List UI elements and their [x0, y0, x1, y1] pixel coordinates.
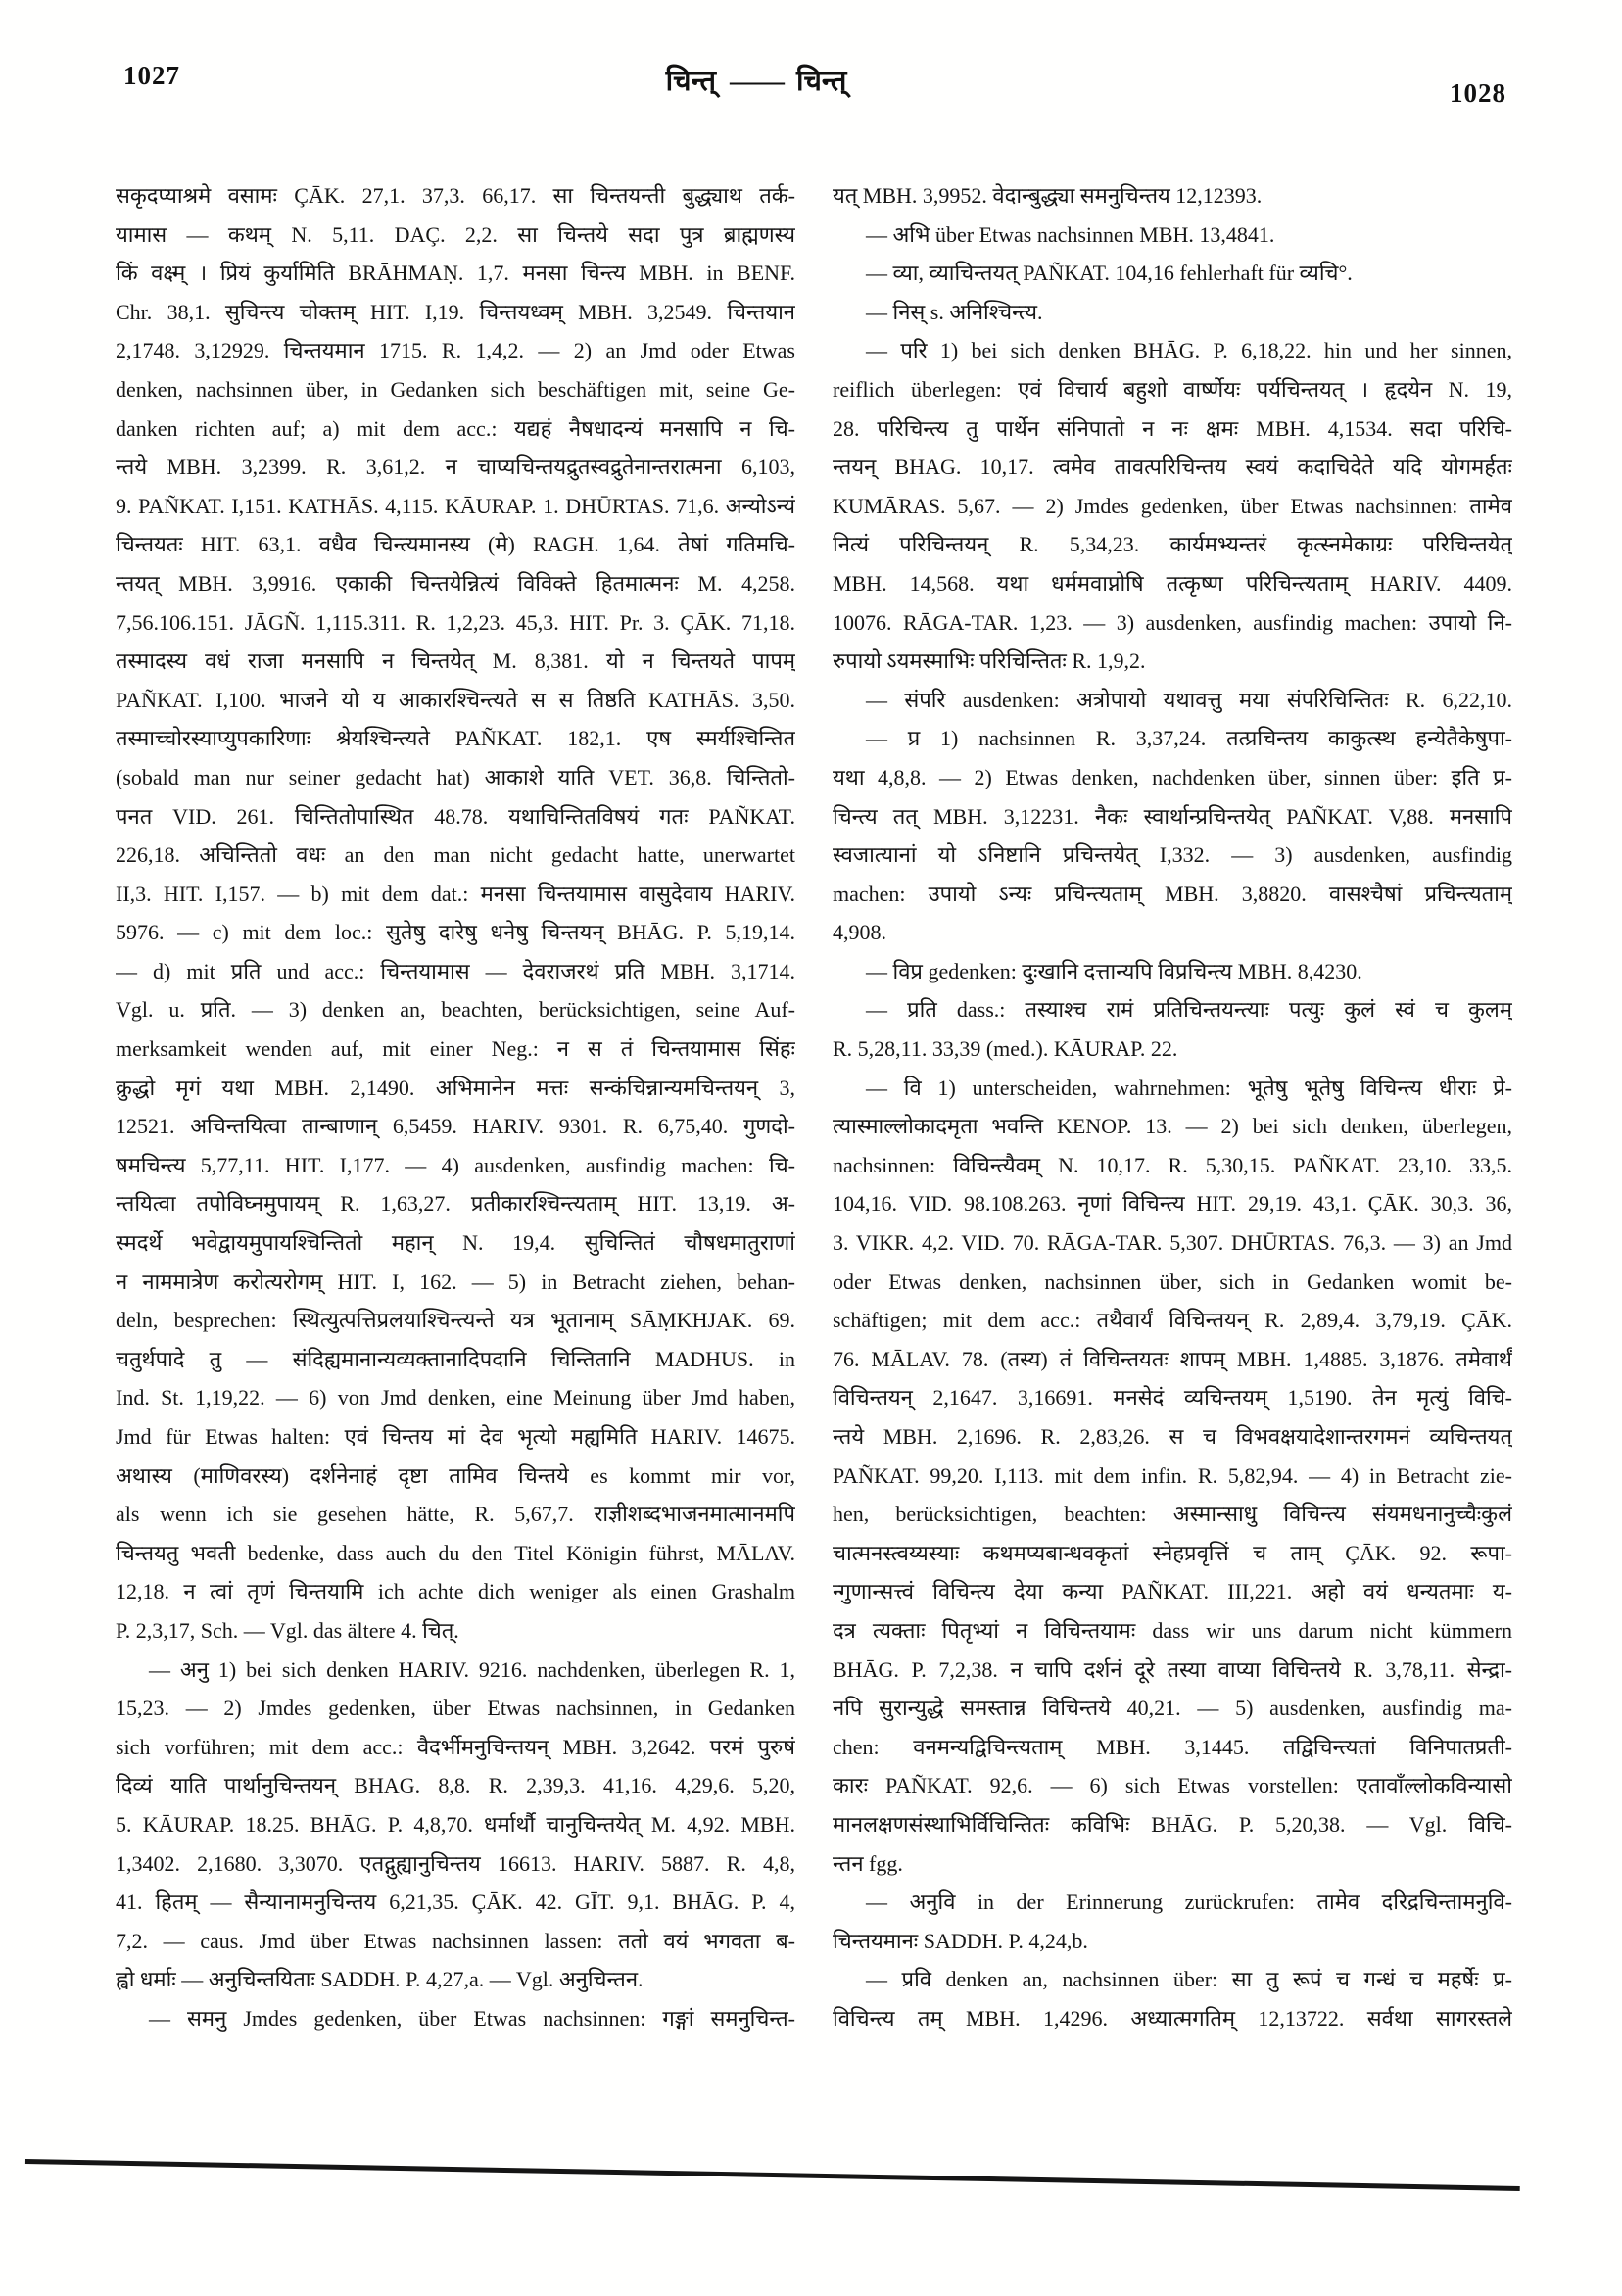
text-line: स्वजात्यानां यो ऽनिष्टानि प्रचिन्तयेत् I,332. — 3) ausdenken, ausfindig	[833, 842, 1512, 868]
text-line: दिव्यं याति पार्थानुचिन्तयन् BHAG. 8,8. R. 2,39,3. 41,16. 4,29,6. 5,20,	[116, 1773, 795, 1798]
text-line: — प्रवि denken an, nachsinnen über: सा तु रूपं च गन्धं च महर्षेः प्र-	[866, 1967, 1512, 1992]
text-line: — परि 1) bei sich denken BHĀG. P. 6,18,22. hin und her sinnen,	[866, 338, 1512, 363]
text-line: — d) mit प्रति und acc.: चिन्तयामास — देवराजरथं प्रति MBH. 3,1714.	[116, 958, 795, 983]
text-line: 104,16. VID. 98.108.263. नृणां विचिन्त्य HIT. 29,19. 43,1. ÇĀK. 30,3. 36,	[833, 1191, 1512, 1217]
text-line: न्तयत् MBH. 3,9916. एकाकी चिन्तयेन्नित्यं विविक्ते हितमात्मनः M. 4,258.	[116, 570, 795, 596]
text-line: चात्मनस्त्वय्यस्याः कथमप्यबान्धवकृतां स्नेहप्रवृत्तिं च ताम् ÇĀK. 92. रूपा-	[833, 1540, 1512, 1565]
text-line: — अनुवि in der Erinnerung zurückrufen: तामेव दरिद्रचिन्तामनुवि-	[866, 1889, 1512, 1915]
text-line: अथास्य (माणिवरस्य) दर्शनेनाहं दृष्टा तामिव चिन्तये es kommt mir vor,	[116, 1462, 795, 1488]
text-line: स्मदर्थे भवेद्वायमुपायश्चिन्तितो महान् N. 19,4. सुचिन्तितं चौषधमातुराणां	[116, 1230, 795, 1256]
text-line: als wenn ich sie gesehen hätte, R. 5,67,7. राज्ञीशब्दभाजनमात्मानमपि	[116, 1502, 795, 1527]
text-line: 226,18. अचिन्तितो वधः an den man nicht gedacht hatte, unerwartet	[116, 842, 795, 868]
text-line: KUMĀRAS. 5,67. — 2) Jmdes gedenken, über Etwas nachsinnen: तामेव	[833, 493, 1512, 518]
page-number-right: 1028	[1450, 78, 1506, 108]
text-line: न्तये MBH. 2,1696. R. 2,83,26. स च विभवक्षयादेशान्तरगमनं व्यचिन्तयत्	[833, 1424, 1512, 1449]
text-line: schäftigen; mit dem acc.: तथैवार्यं विचिन्तयन् R. 2,89,4. 3,79,19. ÇĀK.	[833, 1308, 1512, 1333]
text-line: — समनु Jmdes gedenken, über Etwas nachsinnen: गङ्गां समनुचिन्त-	[149, 2005, 795, 2031]
right-text-column	[833, 176, 1512, 2038]
text-line: 5976. — c) mit dem loc.: सुतेषु दारेषु धनेषु चिन्तयन् BHĀG. P. 5,19,14.	[116, 920, 795, 945]
text-line: यत् MBH. 3,9952. वेदान्बुद्ध्या समनुचिन्तय 12,12393.	[833, 183, 1263, 208]
text-line: machen: उपायो ऽन्यः प्रचिन्त्यताम् MBH. 3,8820. वासश्चैषां प्रचिन्त्यताम्	[833, 881, 1512, 906]
text-line: तस्मादस्य वधं राजा मनसापि न चिन्तयेत् M. 8,381. यो न चिन्तयते पापम्	[116, 648, 795, 674]
text-line: nachsinnen: विचिन्त्यैवम् N. 10,17. R. 5,30,15. PAÑKAT. 23,10. 33,5.	[833, 1152, 1512, 1177]
text-line: न्तये MBH. 3,2399. R. 3,61,2. न चाप्यचिन्तयद्रुतस्वद्रुतेनान्तरात्मना 6,103,	[116, 454, 795, 480]
text-line: MBH. 14,568. यथा धर्ममवाप्नोषि तत्कृष्ण परिचिन्त्यताम् HARIV. 4409.	[833, 570, 1512, 596]
text-line: दत्र त्यक्ताः पितृभ्यां न विचिन्तयामः dass wir uns darum nicht kümmern	[833, 1617, 1512, 1643]
text-line: PAÑKAT. 99,20. I,113. mit dem infin. R. 5,82,94. — 4) in Betracht zie-	[833, 1462, 1512, 1488]
text-line: यामास — कथम् N. 5,11. DAÇ. 2,2. सा चिन्तये सदा पुत्र ब्राह्मणस्य	[116, 221, 795, 247]
text-line: 2,1748. 3,12929. चिन्तयमान 1715. R. 1,4,2. — 2) an Jmd oder Etwas	[116, 338, 795, 363]
text-line: न्तयित्वा तपोविघ्नमुपायम् R. 1,63,27. प्रतीकारश्चिन्त्यताम् HIT. 13,19. अ-	[116, 1191, 795, 1217]
text-line: षमचिन्त्य 5,77,11. HIT. I,177. — 4) ausdenken, ausfindig machen: चि-	[116, 1152, 795, 1177]
text-line: यथा 4,8,8. — 2) Etwas denken, nachdenken über, sinnen über: इति प्र-	[833, 764, 1512, 789]
text-line: सकृदप्याश्रमे वसामः ÇĀK. 27,1. 37,3. 66,17. सा चिन्तयन्ती बुद्ध्याथ तर्क-	[116, 183, 795, 208]
text-line: — निस् s. अनिश्चिन्त्य.	[866, 299, 1043, 324]
text-line: 41. हितम् — सैन्यानामनुचिन्तय 6,21,35. ÇĀK. 42. GĪT. 9,1. BHĀG. P. 4,	[116, 1889, 795, 1915]
text-line: denken, nachsinnen über, in Gedanken sich beschäftigen mit, seine Ge-	[116, 376, 795, 402]
header-keyword-right: चिन्त्	[796, 66, 847, 97]
text-line: चिन्तयतः HIT. 63,1. वधैव चिन्त्यमानस्य (मे) RAGH. 1,64. तेषां गतिमचि-	[116, 532, 795, 557]
text-line: त्यास्माल्लोकादमृता भवन्ति KENOP. 13. — 2) bei sich denken, überlegen,	[833, 1114, 1512, 1139]
text-line: — वि 1) unterscheiden, wahrnehmen: भूतेषु भूतेषु विचिन्त्य धीराः प्रे-	[866, 1075, 1512, 1100]
text-line: चिन्तयतु भवती bedenke, dass auch du den Titel Königin führst, MĀLAV.	[116, 1540, 795, 1565]
text-line: कारः PAÑKAT. 92,6. — 6) sich Etwas vorstellen: एतावाँल्लोकविन्यासो	[833, 1773, 1512, 1798]
text-line: नित्यं परिचिन्तयन् R. 5,34,23. कार्यमभ्यन्तरं कृत्स्नमेकाग्रः परिचिन्तयेत्	[833, 532, 1512, 557]
text-line: 4,908.	[833, 920, 886, 945]
text-line: merksamkeit wenden auf, mit einer Neg.: न स तं चिन्तयामास सिंहः	[116, 1036, 795, 1062]
text-line: Vgl. u. प्रति. — 3) denken an, beachten, berücksichtigen, seine Auf-	[116, 997, 795, 1023]
text-line: — प्रति dass.: तस्याश्च रामं प्रतिचिन्तयन्त्याः पत्युः कुलं स्वं च कुलम्	[866, 997, 1512, 1023]
text-line: 12,18. न त्वां तृणं चिन्तयामि ich achte dich weniger als einen Grashalm	[116, 1579, 795, 1604]
text-line: पनत VID. 261. चिन्तितोपास्थित 48.78. यथाचिन्तितविषयं गतः PAÑKAT.	[116, 803, 795, 829]
text-line: Ind. St. 1,19,22. — 6) von Jmd denken, eine Meinung über Jmd haben,	[116, 1385, 795, 1411]
text-line: न नाममात्रेण करोत्यरोगम् HIT. I, 162. — 5) in Betracht ziehen, behan-	[116, 1268, 795, 1294]
text-line: (sobald man nur seiner gedacht hat) आकाशे याति VET. 36,8. चिन्तितो-	[116, 764, 795, 789]
text-line: Jmd für Etwas halten: एवं चिन्तय मां देव भृत्यो मह्यमिति HARIV. 14675.	[116, 1424, 795, 1449]
text-line: 28. परिचिन्त्य तु पार्थेन संनिपातो न नः क्षमः MBH. 4,1534. सदा परिचि-	[833, 415, 1512, 441]
text-line: — व्या, व्याचिन्तयत् PAÑKAT. 104,16 fehlerhaft für व्यचि°.	[866, 261, 1353, 286]
text-line: 10076. RĀGA-TAR. 1,23. — 3) ausdenken, ausfindig machen: उपायो नि-	[833, 609, 1512, 635]
text-line: hen, berücksichtigen, beachten: अस्मान्साधु विचिन्त्य संयमधनानुच्चैःकुलं	[833, 1502, 1512, 1527]
text-line: चिन्तयमानः SADDH. P. 4,24,b.	[833, 1928, 1088, 1953]
text-line: oder Etwas denken, nachsinnen über, sich in Gedanken womit be-	[833, 1268, 1512, 1294]
text-line: deln, besprechen: स्थित्युत्पत्तिप्रलयाश्चिन्त्यन्ते यत्र भूतानाम् SĀṂKHJAK. 69.	[116, 1308, 795, 1333]
text-line: P. 2,3,17, Sch. — Vgl. das ältere 4. चित्.	[116, 1617, 459, 1643]
text-line: sich vorführen; mit dem acc.: वैदर्भीमनुचिन्तयन् MBH. 3,2642. परमं पुरुषं	[116, 1734, 795, 1759]
text-line: danken richten auf; a) mit dem acc.: यद्यहं नैषधादन्यं मनसापि न चि-	[116, 415, 795, 441]
text-line: क्रुद्धो मृगं यथा MBH. 2,1490. अभिमानेन मत्तः सन्कंचिन्नान्यमचिन्तयन् 3,	[116, 1075, 795, 1100]
text-line: reiflich überlegen: एवं विचार्य बहुशो वार्ष्णेयः पर्यचिन्तयत् । हृदयेन N. 19,	[833, 376, 1512, 402]
text-line: 12521. अचिन्तयित्वा तान्बाणान् 6,5459. HARIV. 9301. R. 6,75,40. गुणदो-	[116, 1114, 795, 1139]
bottom-horizontal-rule	[25, 2159, 1520, 2191]
text-line: — विप्र gedenken: दुःखानि दत्तान्यपि विप्रचिन्त्य MBH. 8,4230.	[866, 958, 1362, 983]
text-line: विचिन्त्य तम् MBH. 1,4296. अध्यात्मगतिम् 12,13722. सर्वथा सागरस्तले	[833, 2005, 1512, 2031]
text-line: न्गुणान्सत्त्वं विचिन्त्य देया कन्या PAÑKAT. III,221. अहो वयं धन्यतमाः य-	[833, 1579, 1512, 1604]
text-line: 7,2. — caus. Jmd über Etwas nachsinnen lassen: ततो वयं भगवता ब-	[116, 1928, 795, 1953]
text-line: विचिन्तयन् 2,1647. 3,16691. मनसेदं व्यचिन्तयम् 1,5190. तेन मृत्युं विचि-	[833, 1385, 1512, 1411]
text-line: न्तन fgg.	[833, 1850, 903, 1876]
text-line: — अभि über Etwas nachsinnen MBH. 13,4841.	[866, 221, 1275, 247]
text-line: नपि सुरान्युद्धे समस्तान्न विचिन्तये 40,21. — 5) ausdenken, ausfindig ma-	[833, 1696, 1512, 1721]
text-line: किं वक्ष्म् । प्रियं कुर्यामिति BRĀHMAṆ. 1,7. मनसा चिन्त्य MBH. in BENF.	[116, 261, 795, 286]
text-line: — प्र 1) nachsinnen R. 3,37,24. तत्प्रचिन्तय काकुत्स्थ हन्येतैकेषुपा-	[866, 726, 1512, 751]
text-line: — संपरि ausdenken: अत्रोपायो यथावत्तु मया संपरिचिन्तितः R. 6,22,10.	[866, 687, 1512, 712]
text-line: 1,3402. 2,1680. 3,3070. एतद्गुह्यानुचिन्तय 16613. HARIV. 5887. R. 4,8,	[116, 1850, 795, 1876]
text-line: BHĀG. P. 7,2,38. न चापि दर्शनं दूरे तस्या वाप्या विचिन्तये R. 3,78,11. सेन्द्रा-	[833, 1656, 1512, 1682]
text-line: चिन्त्य तत् MBH. 3,12231. नैकः स्वार्थान्प्रचिन्तयेत् PAÑKAT. V,88. मनसापि	[833, 803, 1512, 829]
text-line: — अनु 1) bei sich denken HARIV. 9216. nachdenken, überlegen R. 1,	[149, 1656, 795, 1682]
running-header	[560, 61, 952, 99]
text-line: ह्वो धर्माः — अनुचिन्तयिताः SADDH. P. 4,27,a. — Vgl. अनुचिन्तन.	[116, 1967, 644, 1992]
text-line: न्तयन् BHAG. 10,17. त्वमेव तावत्परिचिन्तय स्वयं कदाचिदेते यदि योगमर्हतः	[833, 454, 1512, 480]
header-keyword-left: चिन्त्	[665, 66, 716, 97]
text-line: R. 5,28,11. 33,39 (med.). KĀURAP. 22.	[833, 1036, 1178, 1062]
text-line: 15,23. — 2) Jmdes gedenken, über Etwas nachsinnen, in Gedanken	[116, 1696, 795, 1721]
text-line: PAÑKAT. I,100. भाजने यो य आकारश्चिन्त्यते स स तिष्ठति KATHĀS. 3,50.	[116, 687, 795, 712]
text-line: मानलक्षणसंस्थाभिर्विचिन्तितः कविभिः BHĀG. P. 5,20,38. — Vgl. विचि-	[833, 1811, 1512, 1837]
text-line: रुपायो ऽयमस्माभिः परिचिन्तितः R. 1,9,2.	[833, 648, 1146, 674]
text-line: चतुर्थपादे तु — संदिह्यमानान्यव्यक्तानादिपदानि चिन्तितानि MADHUS. in	[116, 1346, 795, 1371]
header-separator-dash: ——	[730, 66, 783, 97]
text-line: Chr. 38,1. सुचिन्त्य चोक्तम् HIT. I,19. चिन्तयध्वम् MBH. 3,2549. चिन्तयान	[116, 299, 795, 324]
text-line: 76. MĀLAV. 78. (तस्य) तं विचिन्तयतः शापम् MBH. 1,4885. 3,1876. तमेवार्थं	[833, 1346, 1512, 1371]
page-number-left: 1027	[123, 61, 180, 90]
text-line: तस्माच्चोरस्याप्युपकारिणाः श्रेयश्चिन्त्यते PAÑKAT. 182,1. एष स्मर्यश्चिन्तित	[116, 726, 795, 751]
text-line: chen: वनमन्यद्विचिन्त्यताम् MBH. 3,1445. तद्विचिन्त्यतां विनिपातप्रती-	[833, 1734, 1512, 1759]
text-line: 5. KĀURAP. 18.25. BHĀG. P. 4,8,70. धर्मार्थौ चानुचिन्तयेत् M. 4,92. MBH.	[116, 1811, 795, 1837]
text-line: 3. VIKR. 4,2. VID. 70. RĀGA-TAR. 5,307. DHŪRTAS. 76,3. — 3) an Jmd	[833, 1230, 1512, 1256]
left-text-column	[116, 176, 795, 2038]
text-line: II,3. HIT. I,157. — b) mit dem dat.: मनसा चिन्तयामास वासुदेवाय HARIV.	[116, 881, 795, 906]
text-line: 9. PAÑKAT. I,151. KATHĀS. 4,115. KĀURAP. 1. DHŪRTAS. 71,6. अन्योऽन्यं	[116, 493, 795, 518]
text-line: 7,56.106.151. JĀGÑ. 1,115.311. R. 1,2,23. 45,3. HIT. Pr. 3. ÇĀK. 71,18.	[116, 609, 795, 635]
